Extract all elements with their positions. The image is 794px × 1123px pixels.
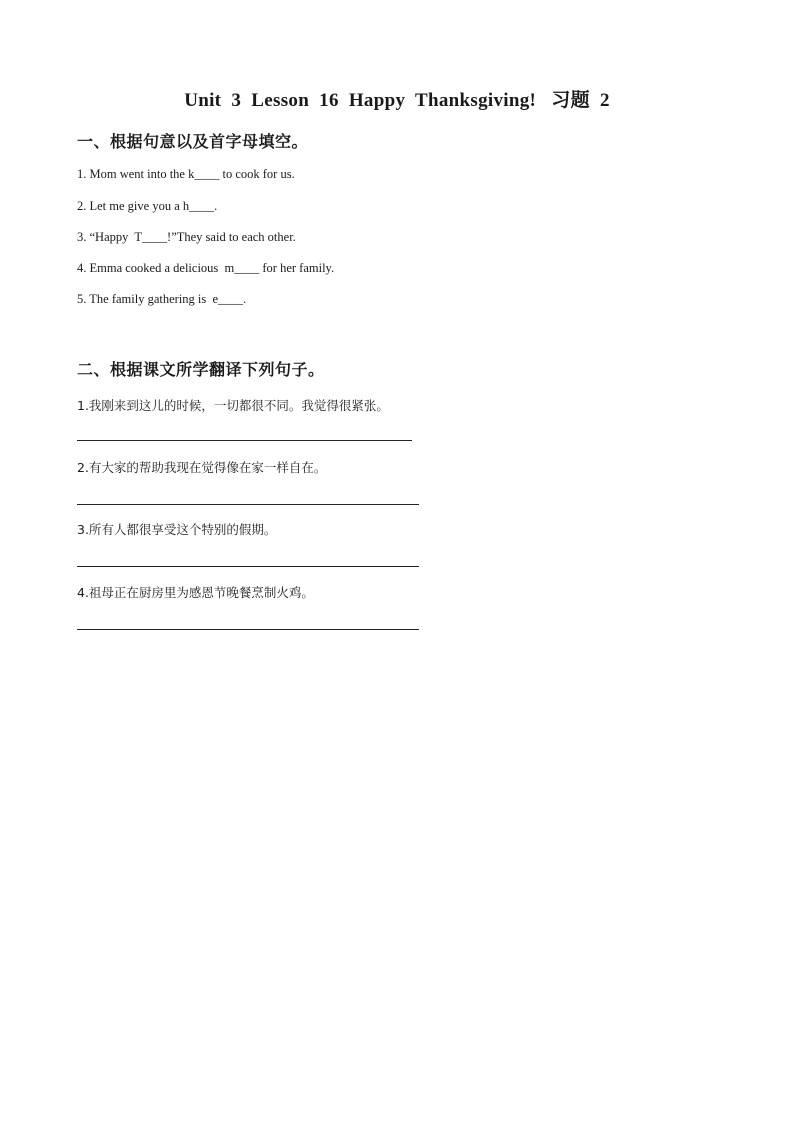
translation-sentence-1: 1.我刚来到这儿的时候，一切都很不同。我觉得很紧张。 [77,398,389,413]
answer-line-4[interactable] [77,629,419,630]
fill-blank-question-1: 1. Mom went into the k____ to cook for us. [77,167,295,181]
fill-blank-question-3: 3. “Happy T____!”They said to each other. [77,230,296,244]
answer-line-2[interactable] [77,504,419,505]
fill-blank-question-2: 2. Let me give you a h____. [77,199,218,213]
page-title: Unit 3 Lesson 16 Happy Thanksgiving! 习题 2 [184,90,610,111]
section-1-heading: 一、根据句意以及首字母填空。 [77,132,309,151]
section-2-heading: 二、根据课文所学翻译下列句子。 [77,360,325,379]
fill-blank-question-4: 4. Emma cooked a delicious m____ for her family. [77,261,335,275]
translation-sentence-4: 4.祖母正在厨房里为感恩节晚餐烹制火鸡。 [77,585,314,600]
fill-blank-question-5: 5. The family gathering is e____. [77,292,247,306]
translation-sentence-3: 3.所有人都很享受这个特别的假期。 [77,522,277,537]
translation-sentence-2: 2.有大家的帮助我现在觉得像在家一样自在。 [77,460,327,475]
answer-line-3[interactable] [77,566,419,567]
answer-line-1[interactable] [77,440,412,441]
